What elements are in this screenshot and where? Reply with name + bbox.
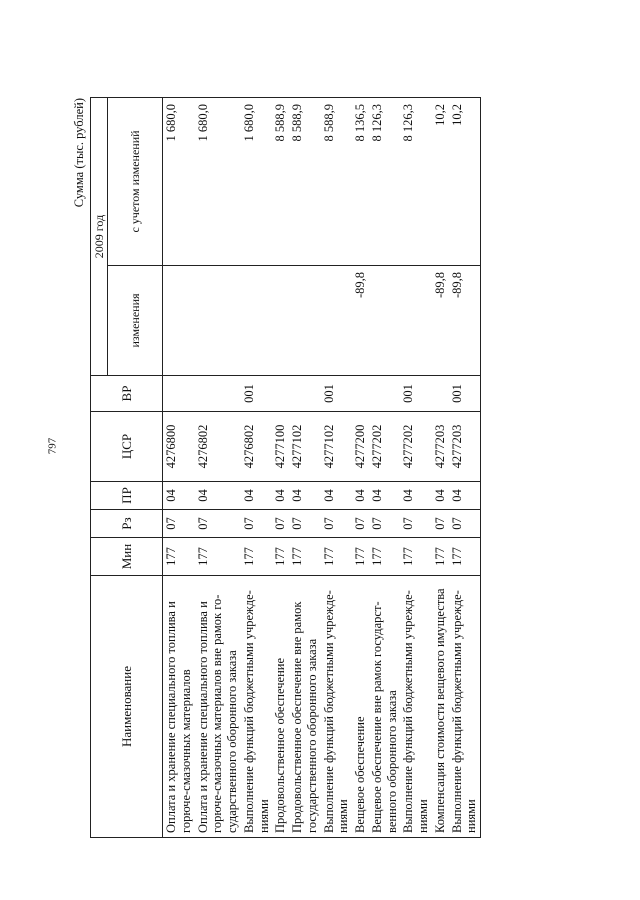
table-row xyxy=(272,97,289,837)
row-pr: 04 xyxy=(272,482,289,510)
row-total: 8 136,5 xyxy=(352,97,369,265)
header-csr: ЦСР xyxy=(91,412,163,482)
row-min: 177 xyxy=(449,538,481,576)
row-csr: 4277200 xyxy=(352,412,369,482)
row-csr: 4276802 xyxy=(195,412,241,482)
table-row xyxy=(352,97,369,837)
table-row xyxy=(400,97,432,837)
row-vr: 001 xyxy=(321,376,353,412)
row-rz: 07 xyxy=(272,510,289,538)
header-pr: ПР xyxy=(91,482,163,510)
header-min: Мин xyxy=(91,538,163,576)
row-min: 177 xyxy=(432,538,449,576)
row-rz: 07 xyxy=(241,510,273,538)
table-row xyxy=(449,97,481,837)
row-vr: 001 xyxy=(400,376,432,412)
row-rz: 07 xyxy=(289,510,321,538)
table-row xyxy=(195,97,241,837)
row-name: Оплата и хранение специального топлива и горюче-смазочных материалов вне рамок го-сударственного оборонного заказа xyxy=(195,576,241,838)
row-rz: 07 xyxy=(321,510,353,538)
row-pr: 04 xyxy=(289,482,321,510)
row-min: 177 xyxy=(272,538,289,576)
row-total: 1 680,0 xyxy=(195,97,241,265)
row-name: Продовольственное обеспечение вне рамок государственного оборонного заказа xyxy=(289,576,321,838)
row-change: -89,8 xyxy=(449,266,481,376)
row-total: 8 588,9 xyxy=(272,97,289,265)
row-total: 10,2 xyxy=(449,97,481,265)
row-change xyxy=(195,266,241,376)
row-name: Продовольственное обеспечение xyxy=(272,576,289,838)
header-vr: ВР xyxy=(91,376,163,412)
row-total: 8 126,3 xyxy=(369,97,401,265)
row-min: 177 xyxy=(241,538,273,576)
row-name: Выполнение функций бюджетными учрежде-ниями xyxy=(321,576,353,838)
row-name: Выполнение функций бюджетными учрежде-ниями xyxy=(400,576,432,838)
row-total: 8 588,9 xyxy=(321,97,353,265)
row-pr: 04 xyxy=(241,482,273,510)
header-changes: изменения xyxy=(108,266,163,376)
row-rz: 07 xyxy=(432,510,449,538)
page-number: 797 xyxy=(46,437,59,455)
row-min: 177 xyxy=(195,538,241,576)
row-vr xyxy=(289,376,321,412)
row-vr xyxy=(195,376,241,412)
row-change xyxy=(272,266,289,376)
row-min: 177 xyxy=(369,538,401,576)
row-change xyxy=(289,266,321,376)
row-name: Вещевое обеспечение вне рамок государст-венного оборонного заказа xyxy=(369,576,401,838)
row-min: 177 xyxy=(400,538,432,576)
row-rz: 07 xyxy=(449,510,481,538)
table-body xyxy=(163,97,481,837)
table-row xyxy=(241,97,273,837)
row-vr xyxy=(432,376,449,412)
row-total: 8 126,3 xyxy=(400,97,432,265)
row-vr xyxy=(163,376,195,412)
row-total: 8 588,9 xyxy=(289,97,321,265)
row-change: -89,8 xyxy=(352,266,369,376)
row-pr: 04 xyxy=(195,482,241,510)
row-csr: 4277203 xyxy=(449,412,481,482)
row-min: 177 xyxy=(352,538,369,576)
row-name: Оплата и хранение специального топлива и горюче-смазочных материалов xyxy=(163,576,195,838)
row-csr: 4277100 xyxy=(272,412,289,482)
row-min: 177 xyxy=(321,538,353,576)
row-vr xyxy=(352,376,369,412)
row-change xyxy=(241,266,273,376)
row-csr: 4276800 xyxy=(163,412,195,482)
row-pr: 04 xyxy=(432,482,449,510)
row-vr xyxy=(369,376,401,412)
row-name: Выполнение функций бюджетными учрежде-ниями xyxy=(241,576,273,838)
row-rz: 07 xyxy=(163,510,195,538)
header-year: 2009 год xyxy=(91,97,108,375)
budget-table-page xyxy=(72,98,572,838)
row-pr: 04 xyxy=(400,482,432,510)
table-row xyxy=(163,97,195,837)
table-row xyxy=(432,97,449,837)
row-change xyxy=(400,266,432,376)
row-total: 10,2 xyxy=(432,97,449,265)
header-name: Наименование xyxy=(91,576,163,838)
row-csr: 4277102 xyxy=(289,412,321,482)
row-total: 1 680,0 xyxy=(241,97,273,265)
header-with-changes: с учетом изменений xyxy=(108,97,163,265)
row-change xyxy=(163,266,195,376)
row-csr: 4277202 xyxy=(369,412,401,482)
row-pr: 04 xyxy=(449,482,481,510)
header-rz: Рз xyxy=(91,510,163,538)
row-total: 1 680,0 xyxy=(163,97,195,265)
table-row xyxy=(321,97,353,837)
row-min: 177 xyxy=(163,538,195,576)
row-rz: 07 xyxy=(352,510,369,538)
table-row xyxy=(369,97,401,837)
row-vr: 001 xyxy=(449,376,481,412)
row-change xyxy=(321,266,353,376)
row-min: 177 xyxy=(289,538,321,576)
units-caption: Сумма (тыс. рублей) xyxy=(72,98,86,208)
row-csr: 4276802 xyxy=(241,412,273,482)
row-pr: 04 xyxy=(321,482,353,510)
row-name: Выполнение функций бюджетными учрежде-ниями xyxy=(449,576,481,838)
row-rz: 07 xyxy=(400,510,432,538)
row-pr: 04 xyxy=(163,482,195,510)
row-pr: 04 xyxy=(352,482,369,510)
row-csr: 4277203 xyxy=(432,412,449,482)
table-row xyxy=(289,97,321,837)
row-pr: 04 xyxy=(369,482,401,510)
row-vr: 001 xyxy=(241,376,273,412)
row-name: Вещевое обеспечение xyxy=(352,576,369,838)
budget-table xyxy=(90,97,481,838)
row-rz: 07 xyxy=(369,510,401,538)
row-csr: 4277202 xyxy=(400,412,432,482)
row-change: -89,8 xyxy=(432,266,449,376)
row-name: Компенсация стоимости вещевого имущества xyxy=(432,576,449,838)
row-vr xyxy=(272,376,289,412)
row-rz: 07 xyxy=(195,510,241,538)
row-change xyxy=(369,266,401,376)
row-csr: 4277102 xyxy=(321,412,353,482)
